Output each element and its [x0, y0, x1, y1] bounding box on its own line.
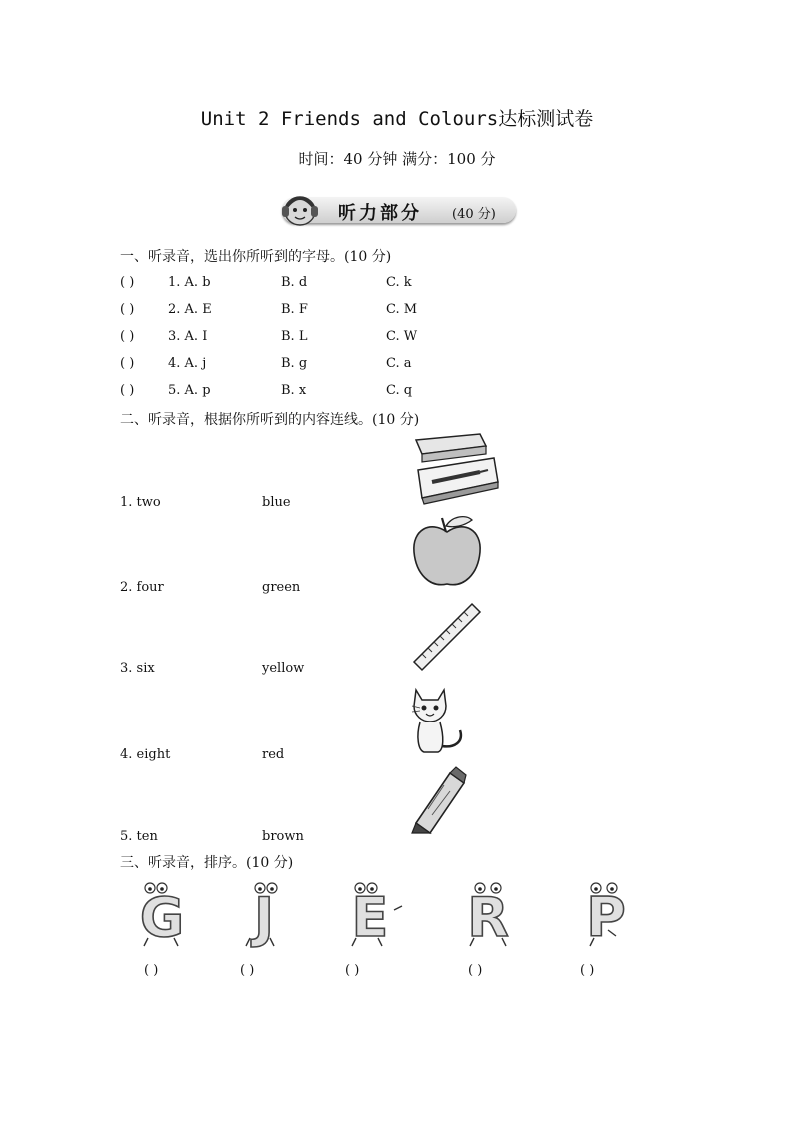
svg-text:G: G: [139, 886, 185, 949]
s2-number-4: 4. eight: [120, 747, 171, 762]
s1-option-b-2: B. F: [281, 302, 308, 317]
pencil-box-icon: [410, 432, 502, 508]
cartoon-letter-g-icon: [128, 880, 196, 950]
svg-text:J: J: [253, 886, 275, 949]
s2-colour-1: blue: [262, 495, 291, 510]
s1-option-b-3: B. L: [281, 329, 308, 344]
s2-number-2: 2. four: [120, 580, 164, 595]
title-english: Unit 2 Friends and Colours: [200, 108, 499, 130]
s1-option-a-2: 2. A. E: [168, 302, 212, 317]
page-title: [0, 104, 794, 131]
s1-option-a-5: 5. A. p: [168, 383, 211, 398]
s2-number-3: 3. six: [120, 661, 155, 676]
s3-paren-g: ( ): [144, 963, 159, 978]
s2-colour-5: brown: [262, 829, 304, 844]
s1-paren-1: ( ): [120, 275, 135, 290]
s3-paren-p: ( ): [580, 963, 595, 978]
banner-score: (40 分): [452, 207, 496, 222]
s1-option-a-3: 3. A. I: [168, 329, 208, 344]
s1-paren-4: ( ): [120, 356, 135, 371]
s1-paren-2: ( ): [120, 302, 135, 317]
svg-text:P: P: [586, 886, 626, 949]
svg-text:R: R: [467, 886, 509, 949]
s1-paren-5: ( ): [120, 383, 135, 398]
title-chinese: 达标测试卷: [498, 108, 594, 130]
s1-option-a-1: 1. A. b: [168, 275, 211, 290]
apple-icon: [410, 514, 484, 590]
cat-icon: [410, 684, 470, 756]
s2-colour-3: yellow: [262, 661, 305, 676]
s2-number-1: 1. two: [120, 495, 161, 510]
section1-heading: 一、听录音，选出你所听到的字母。(10 分): [120, 249, 392, 265]
section3-heading: 三、听录音，排序。(10 分): [120, 855, 294, 871]
section2-heading: 二、听录音，根据你所听到的内容连线。(10 分): [120, 412, 420, 428]
s1-option-b-1: B. d: [281, 275, 308, 290]
crayon-icon: [406, 765, 470, 839]
s3-paren-e: ( ): [345, 963, 360, 978]
s2-colour-4: red: [262, 747, 285, 762]
exam-info: 时间：40 分钟 满分：100 分: [298, 150, 496, 168]
s1-option-c-1: C. k: [386, 275, 412, 290]
listening-kid-headphones-icon: [272, 191, 328, 231]
s2-colour-2: green: [262, 580, 301, 595]
s1-option-a-4: 4. A. j: [168, 356, 207, 371]
cartoon-letter-j-icon: [230, 880, 298, 950]
s2-number-5: 5. ten: [120, 829, 158, 844]
cartoon-letter-p-icon: [572, 880, 640, 950]
ruler-icon: [410, 600, 484, 674]
s1-option-b-4: B. g: [281, 356, 308, 371]
banner-label: 听力部分: [338, 203, 422, 224]
listening-banner: [272, 191, 518, 229]
s3-paren-j: ( ): [240, 963, 255, 978]
cartoon-letter-r-icon: [456, 880, 524, 950]
s1-option-c-5: C. q: [386, 383, 413, 398]
s1-option-c-3: C. W: [386, 329, 418, 344]
svg-text:E: E: [351, 886, 389, 949]
s1-option-b-5: B. x: [281, 383, 307, 398]
s3-paren-r: ( ): [468, 963, 483, 978]
s1-option-c-4: C. a: [386, 356, 412, 371]
cartoon-letter-e-icon: [338, 880, 406, 950]
s1-paren-3: ( ): [120, 329, 135, 344]
s1-option-c-2: C. M: [386, 302, 418, 317]
